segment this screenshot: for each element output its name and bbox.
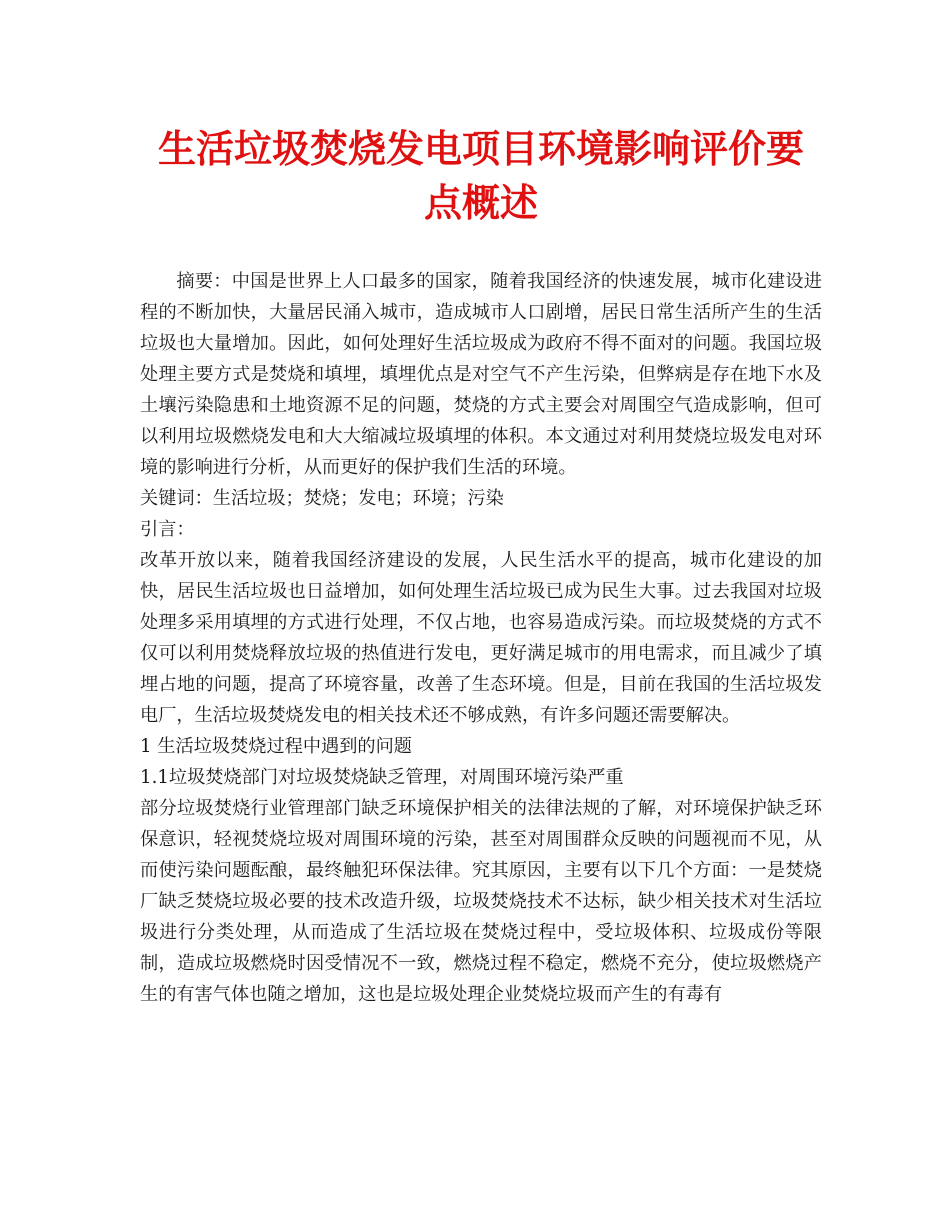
keywords-line: 关键词：生活垃圾；焚烧；发电；环境；污染 [140,488,504,509]
intro-paragraph: 改革开放以来，随着我国经济建设的发展，人民生活水平的提高，城市化建设的加快，居民生活垃圾也日益增加，如何处理生活垃圾已成为民生大事。过去我国对垃圾处理多采用填埋的方式进行处理，不仅占地，也容易造成污染。而垃圾焚烧的方式不仅可以利用焚烧释放垃圾的热值进行发电，更好满足城市的用电需求，而且减少了填埋占地的问题，提高了环境容量，改善了生态环境。但是，目前在我国的生活垃圾发电厂，生活垃圾焚烧发电的相关技术还不够成熟，有许多问题还需要解决。 [140,550,822,726]
intro-heading: 引言： [140,519,195,540]
section-1-1-paragraph: 部分垃圾焚烧行业管理部门缺乏环境保护相关的法律法规的了解，对环境保护缺乏环保意识，轻视焚烧垃圾对周围环境的污染，甚至对周围群众反映的问题视而不见，从而使污染问题酝酿，最终触犯环保法律。究其原因，主要有以下几个方面：一是焚烧厂缺乏焚烧垃圾必要的技术改造升级，垃圾焚烧技术不达标，缺少相关技术对生活垃圾进行分类处理，从而造成了生活垃圾在焚烧过程中，受垃圾体积、垃圾成份等限制，造成垃圾燃烧时因受情况不一致，燃烧过程不稳定，燃烧不充分，使垃圾燃烧产生的有害气体也随之增加，这也是垃圾处理企业焚烧垃圾而产生的有毒有 [140,798,822,1005]
section-1-heading: 1 生活垃圾焚烧过程中遇到的问题 [140,736,412,757]
abstract-paragraph: 摘要：中国是世界上人口最多的国家，随着我国经济的快速发展，城市化建设进程的不断加快，大量居民涌入城市，造成城市人口剧增，居民日常生活所产生的生活垃圾也大量增加。因此，如何处理好生活垃圾成为政府不得不面对的问题。我国垃圾处理主要方式是焚烧和填埋，填埋优点是对空气不产生污染，但弊病是存在地下水及土壤污染隐患和土地资源不足的问题，焚烧的方式主要会对周围空气造成影响，但可以利用垃圾燃烧发电和大大缩减垃圾填埋的体积。本文通过对利用焚烧垃圾发电对环境的影响进行分析，从而更好的保护我们生活的环境。 [140,271,822,478]
section-1-1-heading: 1.1垃圾焚烧部门对垃圾焚烧缺乏管理，对周围环境污染严重 [140,767,624,788]
document-page [140,122,822,1010]
document-title: 生活垃圾焚烧发电项目环境影响评价要点概述 [157,126,804,225]
